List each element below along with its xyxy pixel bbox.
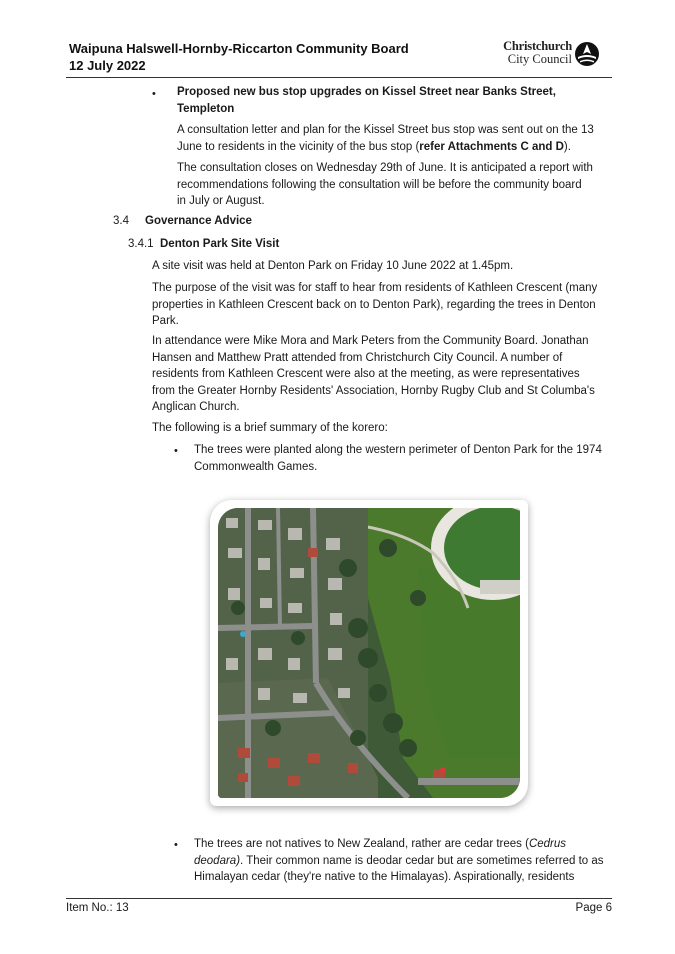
text-line: A consultation letter and plan for the Kissel Street bus stop was sent out on the 13 (177, 124, 594, 136)
text-span: June to residents in the vicinity of the bus stop ( (177, 140, 420, 153)
bus-stop-paragraph-1 (177, 122, 594, 155)
text-line: Himalayan cedar (they're native to the Himalayas). Aspirationally, residents (194, 871, 575, 883)
text-line: properties in Kathleen Crescent back on to Denton Park), regarding the trees in Denton (152, 298, 596, 311)
aerial-map-image (218, 508, 520, 798)
text-line: recommendations following the consultation will be before the community board (177, 178, 582, 191)
denton-paragraph-1: A site visit was held at Denton Park on Friday 10 June 2022 at 1.45pm. (152, 260, 514, 272)
denton-paragraph-4: The following is a brief summary of the korero: (152, 422, 388, 434)
text-span: ). (563, 140, 571, 153)
logo-text-line1: Christchurch (503, 39, 572, 53)
bus-stop-paragraph-2 (177, 160, 593, 210)
bus-stop-heading (177, 84, 556, 117)
aerial-photo-denton-park (218, 508, 520, 798)
text-line: in July or August. (177, 195, 265, 207)
footer-divider (66, 898, 612, 899)
board-name: Waipuna Halswell-Hornby-Riccarton Community Board (69, 41, 409, 56)
council-logo (498, 40, 603, 70)
korero-bullet-1 (194, 442, 602, 475)
text-span: . Their common name is deodar cedar but are sometimes referred to as (240, 854, 604, 867)
bullet-marker: • (174, 839, 178, 851)
section-title: Governance Advice (145, 215, 252, 227)
denton-paragraph-3 (152, 333, 595, 416)
text-line: from the Greater Hornby Residents' Association, Hornby Rugby Club and St Columba's (152, 384, 595, 397)
section-number: 3.4 (113, 215, 129, 227)
text-line: The purpose of the visit was for staff to hear from residents of Kathleen Crescent (many (152, 282, 598, 294)
denton-paragraph-2 (152, 280, 597, 330)
scientific-name: Cedrus (528, 838, 567, 850)
text-line: In attendance were Mike Mora and Mark Peters from the Community Board. Jonathan (152, 335, 589, 347)
header-title (69, 40, 409, 74)
bullet-marker: • (174, 445, 178, 457)
meeting-date: 12 July 2022 (69, 58, 146, 73)
text-line (177, 139, 594, 156)
bus-stop-heading-line1: Proposed new bus stop upgrades on Kissel Street near Banks Street, (177, 86, 556, 98)
korero-bullet-2 (194, 836, 604, 886)
page-number: Page 6 (575, 902, 612, 914)
text-line: Hansen and Matthew Pratt attended from Christchurch City Council. A number of (152, 351, 563, 364)
item-number: Item No.: 13 (66, 902, 129, 914)
subsection-number: 3.4.1 (128, 238, 154, 250)
text-line (194, 853, 604, 870)
bus-stop-heading-line2: Templeton (177, 102, 235, 115)
bullet-marker: • (152, 88, 156, 100)
council-emblem-icon (574, 41, 600, 67)
text-line: Park. (152, 315, 179, 327)
text-line (194, 836, 604, 853)
subsection-title: Denton Park Site Visit (160, 238, 280, 250)
text-line: Commonwealth Games. (194, 460, 318, 473)
text-span: The trees are not natives to New Zealand, rather are cedar trees ( (194, 838, 529, 850)
header-divider (66, 77, 612, 78)
text-line: residents from Kathleen Crescent were also at the meeting, as were representatives (152, 368, 580, 380)
attachments-reference: refer Attachments C and D (419, 140, 564, 153)
text-line: Anglican Church. (152, 401, 240, 413)
scientific-name: deodara) (194, 854, 241, 867)
aerial-photo-frame (210, 500, 528, 806)
logo-text-line2: City Council (507, 52, 572, 66)
text-line: The trees were planted along the western perimeter of Denton Park for the 1974 (194, 444, 602, 456)
text-line: The consultation closes on Wednesday 29th of June. It is anticipated a report with (177, 162, 593, 174)
